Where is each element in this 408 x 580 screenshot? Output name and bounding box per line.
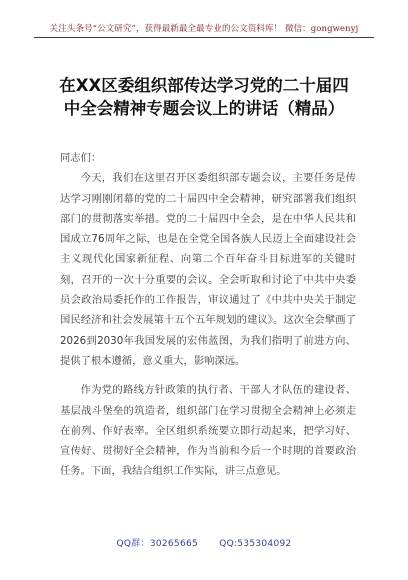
document-title <box>0 74 408 120</box>
document-title-line-2: 中全会精神专题会议上的讲话（精品） <box>63 99 345 118</box>
document-body <box>60 148 356 482</box>
paragraph-1: 今天，我们在这里召开区委组织部专题会议，主要任务是传达学习刚刚闭幕的党的二十届四中全会精神，研究部署我们组织部门的贯彻落实举措。党的二十届四中全会，是在中华人民共和国成立76周年之际，也是在全党全国各族人民迈上全面建设社会主义现代化国家新征程、向第二个百年奋斗目标进军的关键时刻，召开的一次十分重要的会议。全会听取和讨论了中共中央委员会政治局委托作的工作报告，审议通过了《中共中央关于制定国民经济和社会发展第十五个五年规划的建议》。这次全会擘画了2026到2030年我国发展的宏伟蓝图，为我们指明了前进方向、提供了根本遵循，意义重大，影响深远。 <box>60 172 356 367</box>
footer-qq-number: QQ:535304092 <box>219 539 292 549</box>
paragraph-2: 作为党的路线方针政策的执行者、干部人才队伍的建设者、基层战斗堡垒的筑造者，组织部门在学习贯彻全会精神上必须走在前列、作好表率。全区组织系统要立即行动起来，把学习好、宣传好、贯彻好全会精神，作为当前和今后一个时期的首要政治任务。下面，我结合组织工作实际，讲三点意见。 <box>60 384 356 478</box>
header-banner: 关注头条号“公文研究”，获得最新最全最专业的公文资料库！ 微信：gongwenyj <box>49 24 359 34</box>
header-divider <box>34 37 374 38</box>
greeting: 同志们： <box>60 152 102 164</box>
document-title-line-1: 在XX区委组织部传达学习党的二十届四 <box>59 76 349 95</box>
footer-contact <box>0 536 408 549</box>
footer-qq-group: QQ群：30265665 <box>116 539 199 549</box>
